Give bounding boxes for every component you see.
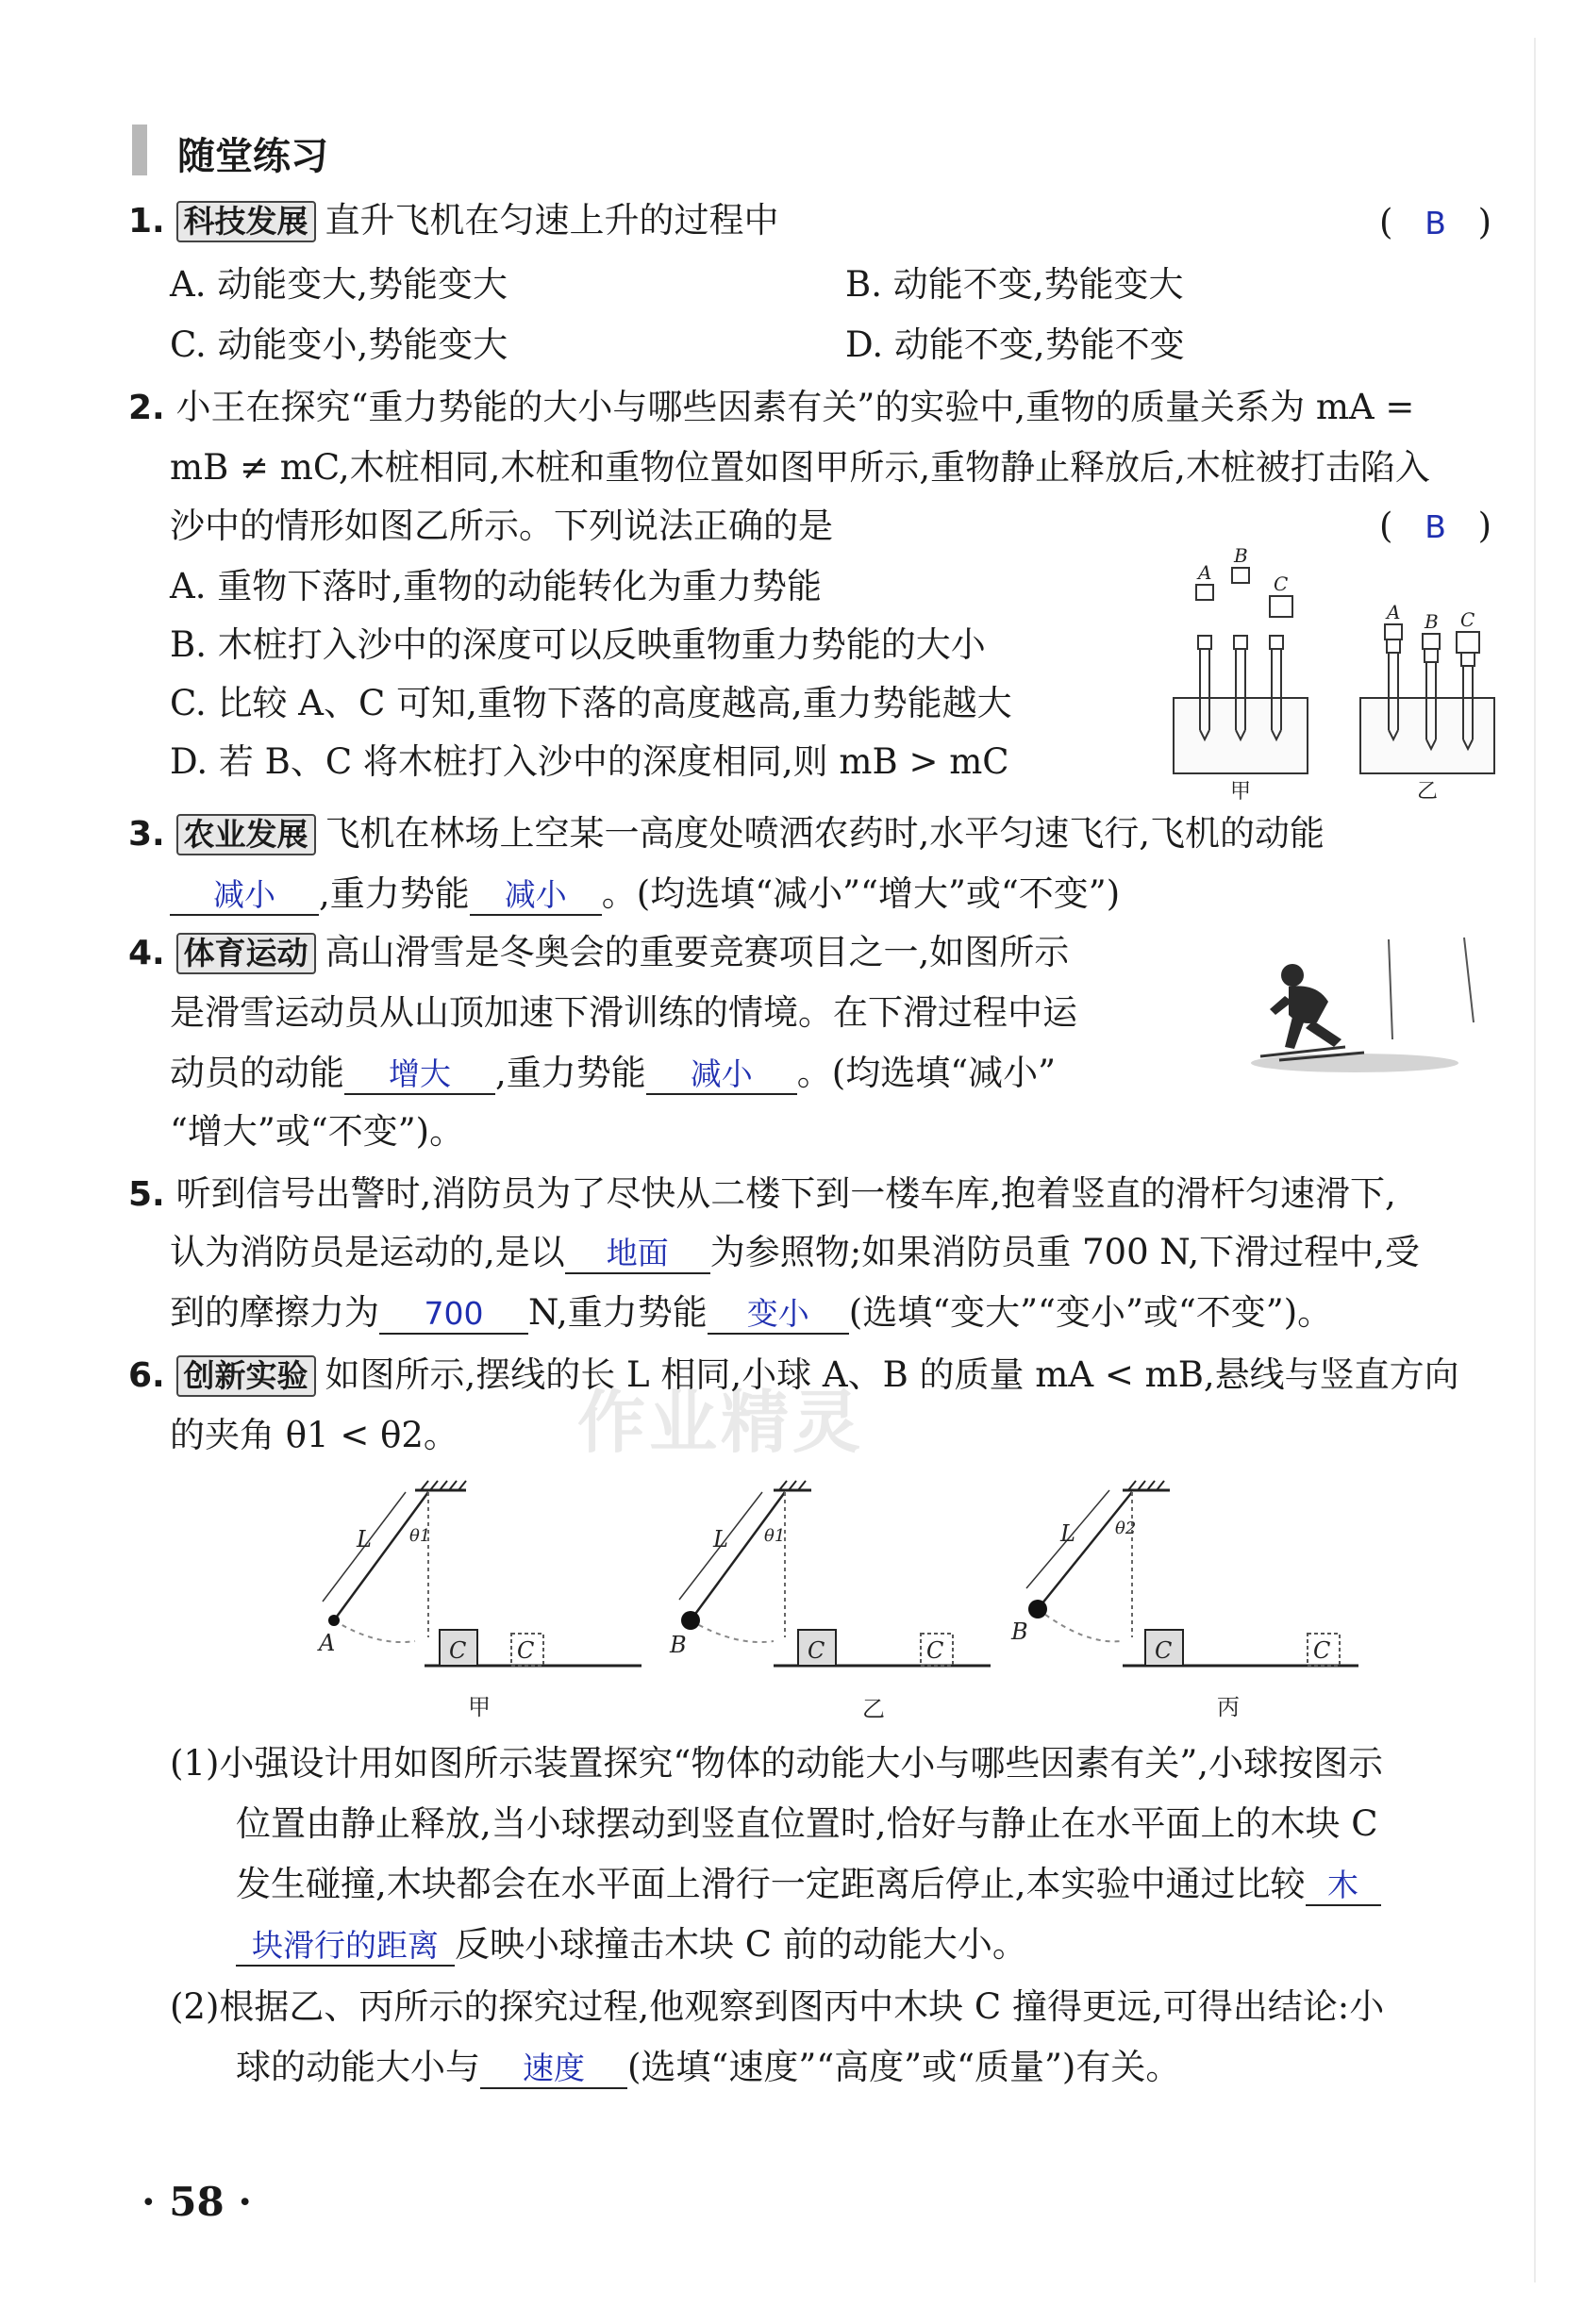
q4-text-3c: 。(均选填“减小” [796,1053,1057,1093]
q6-sub2-line1: (2)根据乙、丙所示的探究过程,他观察到图丙中木块 C 撞得更远,可得出结论:小 [170,1986,1385,2027]
q4-blank-2 [646,1054,797,1095]
q4-tag: 体育运动 [176,933,316,974]
q6-sub1-blank-part1 [1306,1866,1381,1906]
q3-tag: 农业发展 [176,814,316,855]
q1-option-d: D. 动能不变,势能不变 [845,324,1185,365]
q1-answer-paren: ( B ) [1379,202,1492,242]
q5-answer-2: 700 [424,1295,484,1332]
q3-answer-1: 减小 [213,876,275,913]
q1-option-b: B. 动能不变,势能变大 [845,264,1184,305]
section-title-bar [132,124,147,175]
q5-text-3c: (选填“变大”“变小”或“不变”)。 [848,1292,1333,1333]
q3-tail: 。(均选填“减小”“增大”或“不变”) [601,873,1121,914]
angle-label-bing: θ2 [1115,1519,1137,1538]
q1-stem [128,200,779,242]
block-label-jia: C [449,1637,467,1664]
block-label-yi: C [808,1637,825,1664]
q5-answer-1: 地面 [606,1235,669,1271]
q2-line1 [128,387,1414,429]
q6-sub2-line2 [236,2047,1180,2089]
q4-number: 4. [128,934,165,972]
q5-line3 [170,1292,1332,1335]
pendulum-bing [1026,1481,1358,1666]
ball-label-b-bing: B [1011,1618,1028,1645]
q5-blank-2 [379,1294,528,1335]
q1-tag: 科技发展 [176,201,316,242]
q4-line3 [170,1053,1056,1095]
label-jia-c: C [1274,573,1289,595]
q3-line2 [170,873,1120,916]
q6-sub1-answer-part2: 块滑行的距离 [252,1927,439,1964]
q6-sub1-line3 [236,1864,1381,1906]
skier-photo [1251,936,1496,1087]
ball-label-a: A [319,1630,336,1656]
stake-cap-jia-c [1270,636,1283,649]
q1-option-a: A. 动能变大,势能变大 [170,264,508,305]
label-jia-a: A [1198,561,1212,584]
q6-text-1: 如图所示,摆线的长 L 相同,小球 A、B 的质量 mA < mB,悬线与竖直方向 [325,1354,1459,1395]
block-label-jia-dashed: C [517,1637,535,1664]
q4-answer-2: 减小 [690,1055,753,1092]
q2-line2: mB ≠ mC,木桩相同,木桩和重物位置如图甲所示,重物静止释放后,木桩被打击陷入 [170,447,1430,488]
label-jia-b: B [1234,545,1248,567]
label-yi-a: A [1387,601,1401,623]
q5-number: 5. [128,1175,165,1214]
q5-blank-1 [565,1234,710,1274]
q5-line2 [170,1232,1420,1274]
block-label-yi-dashed: C [926,1637,944,1664]
q6-sub1-line2: 位置由静止释放,当小球摆动到竖直位置时,恰好与静止在水平面上的木块 C [236,1803,1378,1844]
q6-sub2-answer: 速度 [523,2050,585,2086]
q6-number: 6. [128,1356,165,1395]
caption-fig-jia: 甲 [468,1694,491,1720]
q6-sub1-text-4: 反映小球撞击木块 C 前的动能大小。 [455,1924,1027,1965]
q2-answer-paren: ( B ) [1379,506,1492,546]
q5-text-3b: N,重力势能 [528,1292,708,1333]
q3-text: 飞机在林场上空某一高度处喷洒农药时,水平匀速飞行,飞机的动能 [325,813,1325,854]
q6-sub1-answer-part1: 木 [1327,1867,1359,1903]
weight-jia-a [1196,585,1213,600]
page-number: · 58 · [142,2179,252,2225]
caption-fig-bing: 丙 [1217,1694,1240,1720]
q5-line1 [128,1173,1396,1216]
ball-label-b-yi: B [670,1632,687,1658]
q5-text-2a: 认为消防员是运动的,是以 [170,1232,565,1272]
q1-answer: B [1425,205,1446,241]
q4-blank-1 [344,1054,495,1095]
q2-number: 2. [128,389,165,427]
q4-line4: “增大”或“不变”)。 [170,1111,465,1152]
weight-yi-b [1423,634,1440,649]
q3-blank-2 [470,875,602,916]
q4-text-3a: 动员的动能 [170,1053,344,1093]
q2-option-a: A. 重物下落时,重物的动能转化为重力势能 [170,566,823,606]
q4-text-3b: ,重力势能 [495,1053,646,1093]
q1-text: 直升飞机在匀速上升的过程中 [325,200,779,241]
q2-answer: B [1425,508,1446,545]
caption-yi: 乙 [1417,780,1439,804]
q3-line1 [128,813,1325,855]
label-yi-c: C [1460,608,1475,631]
q3-number: 3. [128,815,165,854]
sand-box-jia [1174,698,1308,773]
caption-jia: 甲 [1230,780,1252,804]
angle-label-jia: θ1 [409,1526,431,1546]
q1-option-c: C. 动能变小,势能变大 [170,324,508,365]
page-edge [1534,38,1536,2282]
label-yi-b: B [1425,610,1439,633]
q2-option-c: C. 比较 A、C 可知,重物下落的高度越高,重力势能越大 [170,683,1012,723]
length-label-yi: L [713,1526,728,1552]
q5-text-3a: 到的摩擦力为 [170,1292,379,1333]
q5-text-2b: 为参照物;如果消防员重 700 N,下滑过程中,受 [709,1232,1420,1272]
q4-text-1: 高山滑雪是冬奥会的重要竞赛项目之一,如图所示 [325,932,1070,972]
q3-answer-2: 减小 [504,876,567,913]
q3-mid: ,重力势能 [319,873,470,914]
length-label-jia: L [357,1526,372,1552]
q6-sub1-blank-part2 [236,1926,455,1967]
q2-line3: 沙中的情形如图乙所示。下列说法正确的是 [170,506,833,546]
q4-line2: 是滑雪运动员从山顶加速下滑训练的情境。在下滑过程中运 [170,992,1077,1033]
block-label-bing-dashed: C [1313,1637,1331,1664]
stake-cap-jia-b [1234,636,1247,649]
q6-line1 [128,1354,1459,1397]
q6-sub1-text-3: 发生碰撞,木块都会在水平面上滑行一定距离后停止,本实验中通过比较 [236,1864,1306,1904]
pendulum-jia [323,1481,642,1666]
q2-text-1: 小王在探究“重力势能的大小与哪些因素有关”的实验中,重物的质量关系为 mA = [175,387,1415,427]
q5-blank-3 [708,1294,849,1335]
block-label-bing: C [1155,1637,1173,1664]
stake-cap-jia-a [1198,636,1211,649]
caption-fig-yi: 乙 [862,1696,885,1722]
pendulum-yi [679,1481,991,1666]
weight-jia-b [1232,568,1249,583]
q6-sub1-line1: (1)小强设计用如图所示装置探究“物体的动能大小与哪些因素有关”,小球按图示 [170,1743,1384,1784]
q2-option-d: D. 若 B、C 将木桩打入沙中的深度相同,则 mB > mC [170,741,1009,782]
q5-answer-3: 变小 [746,1295,809,1332]
q5-text-1: 听到信号出警时,消防员为了尽快从二楼下到一楼车库,抱着竖直的滑杆匀速滑下, [175,1173,1396,1214]
watermark: 作业精灵 [577,1383,865,1462]
weight-yi-c [1457,632,1479,653]
pendulum-figures [302,1479,1368,1734]
q2-figure [1166,545,1506,809]
weight-jia-c [1270,596,1292,617]
q1-number: 1. [128,202,165,241]
q6-line2: 的夹角 θ1 < θ2。 [170,1415,458,1455]
weight-yi-a [1385,624,1402,639]
angle-label-yi: θ1 [764,1526,786,1546]
q6-sub2-text-2a: 球的动能大小与 [236,2047,480,2087]
q4-line1 [128,932,1069,974]
q6-sub2-blank [480,2049,627,2089]
section-title: 随堂练习 [177,135,328,178]
q6-sub1-line4 [236,1924,1027,1967]
length-label-bing: L [1060,1520,1075,1547]
q4-answer-1: 增大 [389,1055,451,1092]
q2-option-b: B. 木桩打入沙中的深度可以反映重物重力势能的大小 [170,624,986,665]
q6-sub2-text-2b: (选填“速度”“高度”或“质量”)有关。 [627,2047,1181,2087]
q3-blank-1 [170,875,319,916]
q6-tag: 创新实验 [176,1355,316,1397]
